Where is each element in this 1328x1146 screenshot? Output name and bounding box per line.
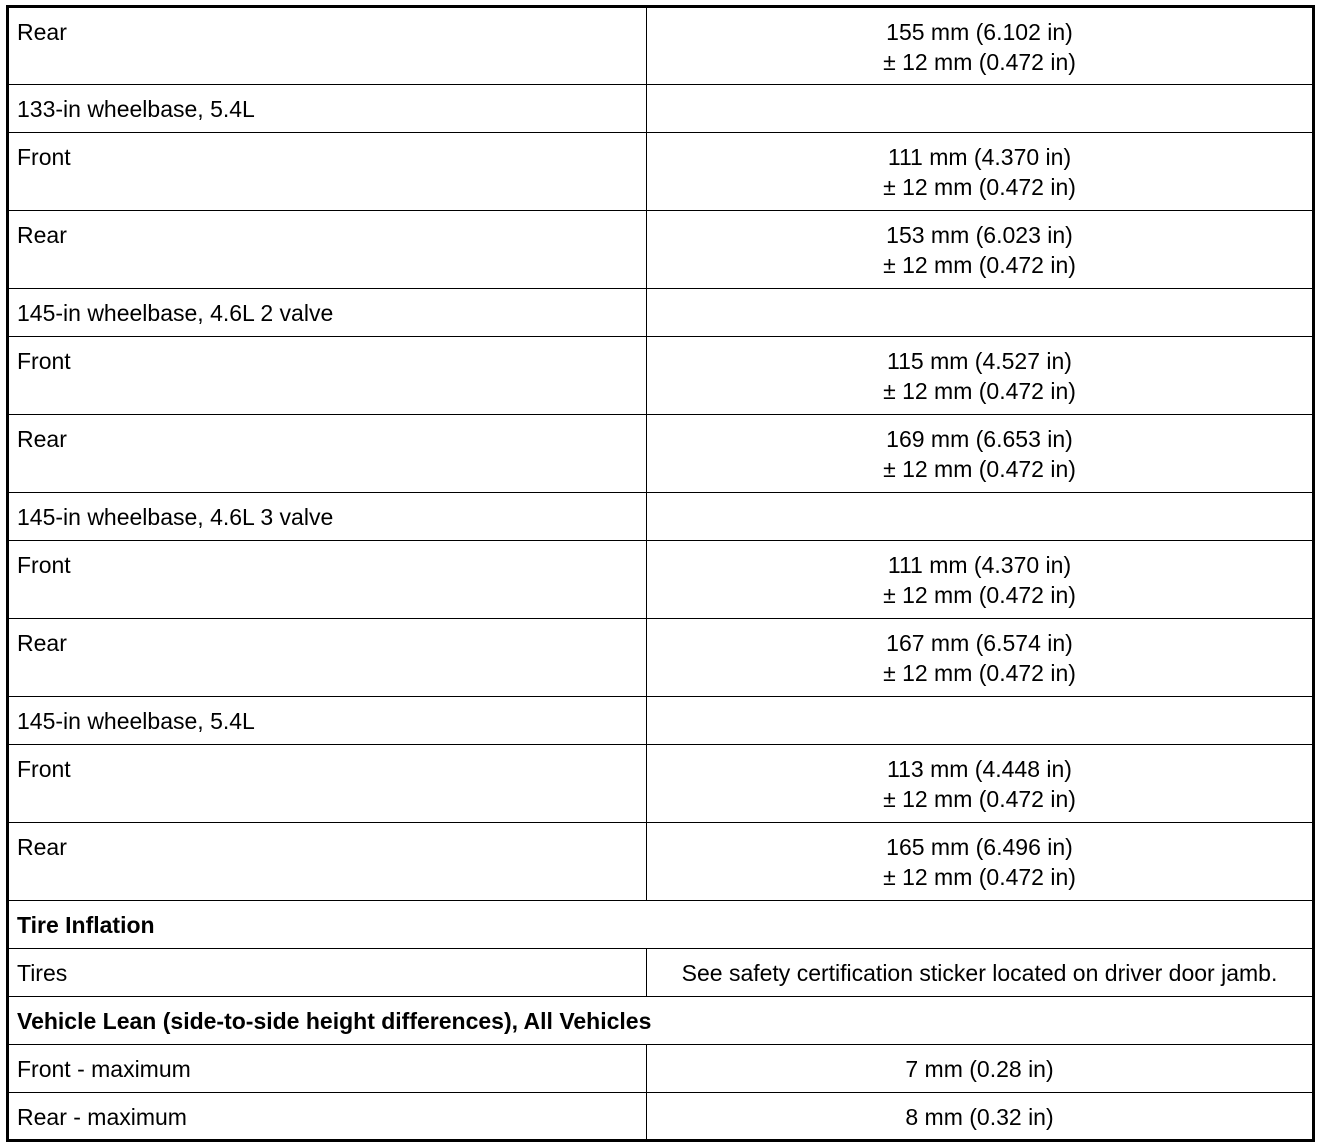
spec-value: 7 mm (0.28 in) xyxy=(647,1045,1314,1093)
spec-label: Rear xyxy=(8,415,647,493)
group-row xyxy=(8,289,1314,337)
spec-row xyxy=(8,619,1314,697)
group-empty-cell xyxy=(647,289,1314,337)
spec-value: 113 mm (4.448 in) xyxy=(887,756,1072,782)
group-empty-cell xyxy=(647,493,1314,541)
spec-row xyxy=(8,949,1314,997)
spec-label: Rear xyxy=(8,823,647,901)
spec-row xyxy=(8,211,1314,289)
spec-value: See safety certification sticker located on driver door jamb. xyxy=(647,949,1314,997)
spec-value-cell xyxy=(647,541,1314,619)
spec-tolerance: ± 12 mm (0.472 in) xyxy=(883,174,1076,200)
spec-tolerance: ± 12 mm (0.472 in) xyxy=(883,252,1076,278)
spec-tolerance: ± 12 mm (0.472 in) xyxy=(883,660,1076,686)
spec-value: 111 mm (4.370 in) xyxy=(887,552,1072,578)
spec-row xyxy=(8,1045,1314,1093)
group-label: 145-in wheelbase, 5.4L xyxy=(8,697,647,745)
spec-value-cell xyxy=(647,745,1314,823)
spec-row xyxy=(8,541,1314,619)
spec-value: 111 mm (4.370 in) xyxy=(887,144,1072,170)
spec-row xyxy=(8,823,1314,901)
group-row xyxy=(8,493,1314,541)
group-row xyxy=(8,85,1314,133)
group-label: 133-in wheelbase, 5.4L xyxy=(8,85,647,133)
spec-value-cell xyxy=(647,7,1314,85)
spec-value-cell xyxy=(647,823,1314,901)
spec-tolerance: ± 12 mm (0.472 in) xyxy=(883,378,1076,404)
spec-label: Rear - maximum xyxy=(8,1093,647,1141)
spec-tolerance: ± 12 mm (0.472 in) xyxy=(883,49,1076,75)
spec-row xyxy=(8,415,1314,493)
spec-label: Tires xyxy=(8,949,647,997)
section-heading-row xyxy=(8,997,1314,1045)
specification-table xyxy=(6,5,1315,1142)
spec-label: Rear xyxy=(8,7,647,85)
spec-row xyxy=(8,745,1314,823)
spec-value: 167 mm (6.574 in) xyxy=(886,630,1073,656)
spec-row xyxy=(8,133,1314,211)
spec-tolerance: ± 12 mm (0.472 in) xyxy=(883,582,1076,608)
spec-label: Front xyxy=(8,745,647,823)
spec-label: Front - maximum xyxy=(8,1045,647,1093)
spec-value: 8 mm (0.32 in) xyxy=(647,1093,1314,1141)
group-empty-cell xyxy=(647,697,1314,745)
spec-label: Front xyxy=(8,337,647,415)
spec-row xyxy=(8,1093,1314,1141)
spec-label: Front xyxy=(8,133,647,211)
group-label: 145-in wheelbase, 4.6L 2 valve xyxy=(8,289,647,337)
group-empty-cell xyxy=(647,85,1314,133)
spec-row xyxy=(8,7,1314,85)
spec-value: 153 mm (6.023 in) xyxy=(886,222,1073,248)
spec-row xyxy=(8,337,1314,415)
spec-value: 155 mm (6.102 in) xyxy=(886,19,1073,45)
spec-value-cell xyxy=(647,619,1314,697)
group-row xyxy=(8,697,1314,745)
spec-tolerance: ± 12 mm (0.472 in) xyxy=(883,456,1076,482)
spec-value: 165 mm (6.496 in) xyxy=(886,834,1073,860)
spec-tolerance: ± 12 mm (0.472 in) xyxy=(883,864,1076,890)
specification-table-body xyxy=(8,7,1314,1141)
group-label: 145-in wheelbase, 4.6L 3 valve xyxy=(8,493,647,541)
spec-label: Rear xyxy=(8,619,647,697)
spec-value: 115 mm (4.527 in) xyxy=(887,348,1072,374)
section-heading: Vehicle Lean (side-to-side height differences), All Vehicles xyxy=(8,997,1314,1045)
spec-value-cell xyxy=(647,133,1314,211)
spec-value: 169 mm (6.653 in) xyxy=(886,426,1073,452)
spec-label: Rear xyxy=(8,211,647,289)
spec-label: Front xyxy=(8,541,647,619)
spec-value-cell xyxy=(647,211,1314,289)
spec-tolerance: ± 12 mm (0.472 in) xyxy=(883,786,1076,812)
spec-value-cell xyxy=(647,337,1314,415)
spec-value-cell xyxy=(647,415,1314,493)
section-heading-row xyxy=(8,901,1314,949)
section-heading: Tire Inflation xyxy=(8,901,1314,949)
